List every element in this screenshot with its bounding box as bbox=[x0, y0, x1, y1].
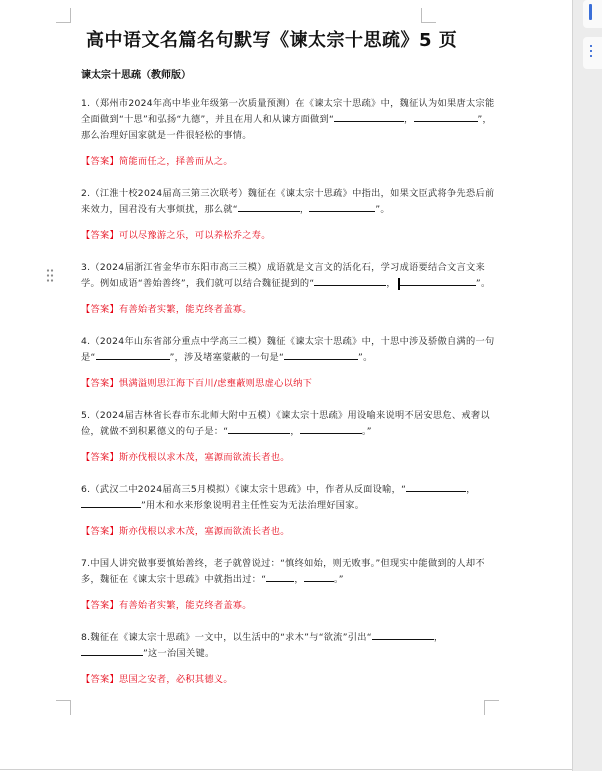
answer-blank bbox=[238, 202, 300, 212]
answer-text: 惧满溢则思江海下百川/虑壅蔽则思虚心以纳下 bbox=[118, 378, 313, 389]
answer-blank bbox=[300, 424, 362, 434]
answer-label: 【答案】 bbox=[81, 600, 119, 611]
question-text: 。” bbox=[333, 574, 344, 585]
question-8 bbox=[81, 630, 501, 662]
answer-blank bbox=[81, 646, 143, 656]
page-corner-mark bbox=[56, 8, 71, 23]
question-text: （郑州市2024年高中毕业年级第一次质量预测）在《谏太宗十思疏》中，魏征认为如果唐太宗能全面做到“十思”和弘扬“九德”，并且在用人和从谏方面做到“ bbox=[81, 98, 495, 125]
question-number: 1. bbox=[81, 98, 91, 109]
answer-label: 【答案】 bbox=[81, 526, 119, 537]
question-text: ， bbox=[433, 632, 444, 643]
side-panel-button[interactable] bbox=[583, 0, 602, 28]
question-text: ， bbox=[290, 426, 300, 437]
document-title: 高中语文名篇名句默写《谏太宗十思疏》5 页 bbox=[86, 30, 458, 51]
question-number: 3. bbox=[81, 262, 91, 273]
question-text: ， bbox=[386, 278, 396, 289]
answer-text: 有善始者实繁，能克终者盖寡。 bbox=[118, 304, 252, 315]
answer-label: 【答案】 bbox=[81, 452, 119, 463]
answer-text: 简能而任之，择善而从之。 bbox=[118, 156, 233, 167]
question-6 bbox=[81, 482, 501, 514]
side-panel-button[interactable] bbox=[583, 37, 602, 69]
question-text: ”，那么治理好国家就是一件很轻松的事情。 bbox=[81, 114, 493, 141]
answer-blank bbox=[284, 350, 358, 360]
question-3 bbox=[81, 260, 501, 292]
question-text: ， bbox=[404, 114, 414, 125]
answer-8 bbox=[81, 672, 501, 688]
answer-4 bbox=[81, 376, 501, 392]
question-5 bbox=[81, 408, 501, 440]
answer-1 bbox=[81, 154, 501, 170]
answer-text: 可以尽豫游之乐，可以养松乔之寿。 bbox=[118, 230, 271, 241]
answer-blank bbox=[266, 572, 294, 582]
question-text: 魏征在《谏太宗十思疏》一文中，以生活中的“求木”与“欲流”引出“ bbox=[90, 632, 372, 643]
answer-text: 斯亦伐根以求木茂，塞源而欲流长者也。 bbox=[118, 452, 290, 463]
answer-blank bbox=[81, 498, 141, 508]
answer-label: 【答案】 bbox=[81, 674, 119, 685]
answer-blank bbox=[414, 112, 478, 122]
question-text: （2024届浙江省金华市东阳市高三三模）成语就是文言文的活化石，学习成语要结合文言文来学。例如成语“善始善终”，我们就可以结合魏征提到的“ bbox=[81, 262, 485, 289]
question-text: （江淮十校2024届高三第三次联考）魏征在《谏太宗十思疏》中指出，如果文臣武将争先恐后前来效力，国君没有大事烦扰，那么就“ bbox=[81, 188, 495, 215]
question-number: 5. bbox=[81, 410, 91, 421]
outline-icon bbox=[590, 45, 592, 59]
answer-blank bbox=[304, 572, 334, 582]
answer-blank bbox=[400, 276, 476, 286]
question-text: ， bbox=[466, 484, 476, 495]
document-body[interactable] bbox=[81, 96, 501, 704]
answer-text: 斯亦伐根以求木茂，塞源而欲流长者也。 bbox=[118, 526, 290, 537]
bookmark-icon bbox=[589, 4, 592, 20]
answer-label: 【答案】 bbox=[81, 378, 119, 389]
question-text: ”。 bbox=[475, 278, 491, 289]
page-corner-mark bbox=[56, 700, 71, 715]
question-text: ”这一治国关键。 bbox=[143, 648, 215, 659]
answer-text: 有善始者实繁，能克终者盖寡。 bbox=[118, 600, 252, 611]
answer-blank bbox=[406, 482, 466, 492]
answer-label: 【答案】 bbox=[81, 304, 119, 315]
answer-3 bbox=[81, 302, 501, 318]
page-bottom-edge bbox=[0, 769, 572, 770]
answer-label: 【答案】 bbox=[81, 230, 119, 241]
question-text: ， bbox=[294, 574, 304, 585]
question-text: ”用木和水来形象说明君主任性妄为无法治理好国家。 bbox=[141, 500, 365, 511]
right-side-panel bbox=[572, 0, 602, 771]
answer-2 bbox=[81, 228, 501, 244]
question-text: ， bbox=[299, 204, 310, 215]
answer-label: 【答案】 bbox=[81, 156, 119, 167]
question-text: （2024届吉林省长春市东北师大附中五模）《谏太宗十思疏》用设喻来说明不居安思危、戒奢以俭，就做不到积累德义的句子是：“ bbox=[81, 410, 490, 437]
answer-blank bbox=[372, 630, 434, 640]
question-number: 4. bbox=[81, 336, 91, 347]
answer-blank bbox=[228, 424, 290, 434]
answer-5 bbox=[81, 450, 501, 466]
question-4 bbox=[81, 334, 501, 366]
question-number: 7. bbox=[81, 558, 91, 569]
question-text: 。” bbox=[361, 426, 372, 437]
answer-7 bbox=[81, 598, 501, 614]
answer-6 bbox=[81, 524, 501, 540]
question-7 bbox=[81, 556, 501, 588]
answer-text: 思国之安者，必积其德义。 bbox=[118, 674, 233, 685]
answer-blank bbox=[96, 350, 170, 360]
question-number: 6. bbox=[81, 484, 91, 495]
question-text: ”。 bbox=[358, 352, 373, 363]
question-number: 2. bbox=[81, 188, 91, 199]
question-text: （2024年山东省部分重点中学高三二模）魏征《谏太宗十思疏》中，十思中涉及骄傲自满的一句是“ bbox=[81, 336, 495, 363]
question-text: 中国人讲究做事要慎始善终，老子就曾说过：“慎终如始，则无败事。”但现实中能做到的人却不多，魏征在《谏太宗十思疏》中就指出过：“ bbox=[81, 558, 485, 585]
answer-blank bbox=[314, 276, 386, 286]
document-subtitle: 谏太宗十思疏（教师版） bbox=[81, 70, 191, 81]
page-corner-mark bbox=[421, 8, 436, 23]
answer-blank bbox=[309, 202, 375, 212]
question-text: ”。 bbox=[375, 204, 390, 215]
drag-handle-icon[interactable] bbox=[46, 268, 54, 282]
answer-blank bbox=[334, 112, 404, 122]
question-text: ”，涉及堵塞蒙蔽的一句是“ bbox=[169, 352, 285, 363]
question-1 bbox=[81, 96, 501, 144]
question-text: （武汉二中2024届高三5月模拟）《谏太宗十思疏》中，作者从反面设喻，“ bbox=[90, 484, 407, 495]
question-2 bbox=[81, 186, 501, 218]
question-number: 8. bbox=[81, 632, 91, 643]
